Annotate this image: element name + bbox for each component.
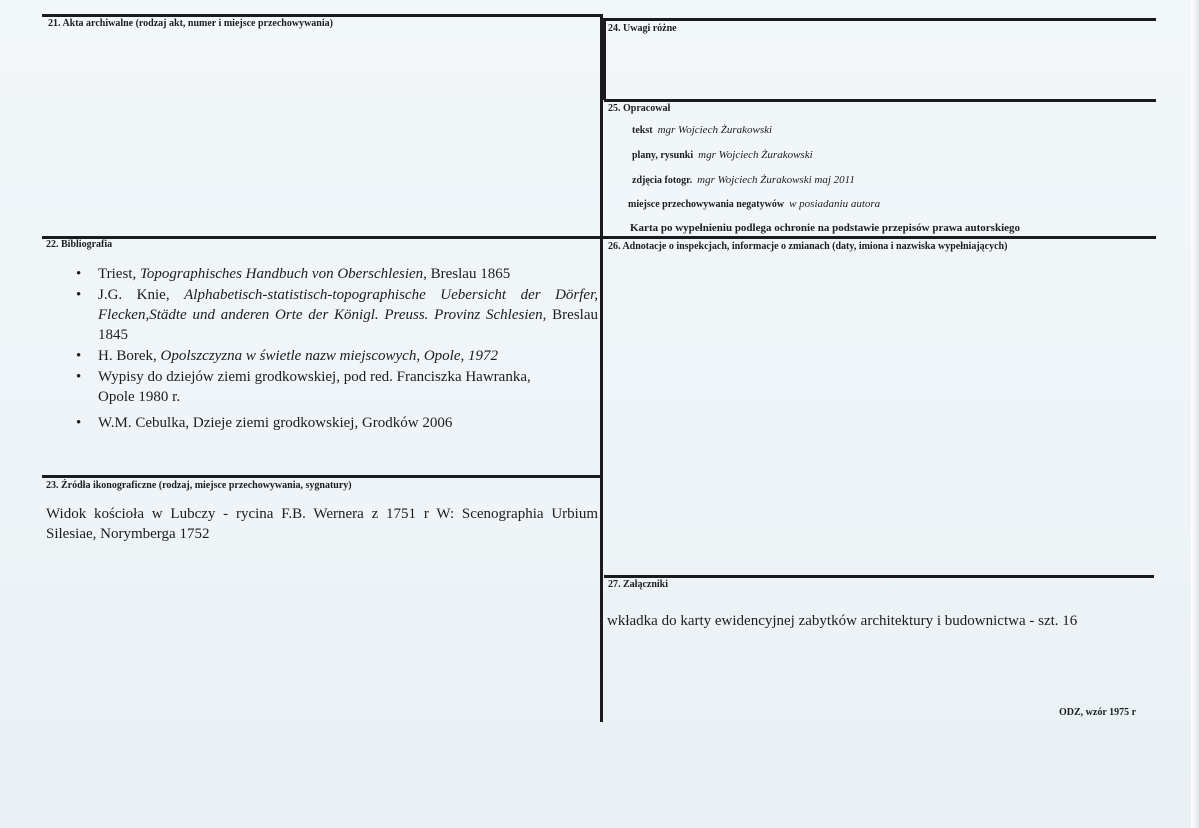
bibliography-list (76, 264, 598, 434)
section-22-label: 22. Bibliografia (46, 239, 113, 250)
rule-22-23 (42, 475, 602, 478)
attachments-text: wkładka do karty ewidencyjnej zabytków architektury i budownictwa - szt. 16 (607, 613, 1078, 629)
section-24-label: 24. Uwagi różne (608, 23, 677, 34)
bullet-icon: • (76, 266, 82, 282)
bullet-icon: • (76, 415, 82, 431)
section-25-label: 25. Opracował (608, 103, 671, 114)
list-item: • H. Borek, Opolszczyzna w świetle nazw miejscowych, Opole, 1972 (76, 348, 498, 364)
form-template-note: ODZ, wzór 1975 r (1059, 707, 1137, 718)
list-item: • W.M. Cebulka, Dzieje ziemi grodkowskiej, Grodków 2006 (76, 415, 453, 431)
copyright-notice: Karta po wypełnieniu podlega ochronie na podstawie przepisów prawa autorskiego (630, 222, 1021, 234)
section-26-label: 26. Adnotacje o inspekcjach, informacje o zmianach (daty, imiona i nazwiska wypełniających) (608, 241, 1008, 252)
top-rule-right (604, 18, 1156, 21)
section-27-label: 27. Załączniki (608, 579, 669, 590)
rule-26-27 (604, 575, 1154, 578)
bullet-icon: • (76, 287, 82, 303)
author-photos-row: zdjęcia fotogr. mgr Wojciech Żurakowski maj 2011 (632, 174, 855, 186)
list-item: • Triest, Topographisches Handbuch von Oberschlesien, Breslau 1865 (76, 266, 511, 282)
rule-24-25 (604, 99, 1156, 102)
top-rule-left (42, 14, 602, 17)
list-item: • Wypisy do dziejów ziemi grodkowskiej, pod red. Franciszka Hawranka, Opole 1980 r. (76, 369, 531, 405)
author-text-row: tekst mgr Wojciech Żurakowski (632, 124, 773, 136)
bullet-icon: • (76, 369, 82, 385)
author-drawings-row: plany, rysunki mgr Wojciech Żurakowski (632, 149, 813, 161)
iconographic-sources-text: Widok kościoła w Lubczy - rycina F.B. Wernera z 1751 r W: Scenographia Urbium Silesiae, Norymberga 1752 (46, 506, 598, 542)
bullet-icon: • (76, 348, 82, 364)
negatives-storage-row: miejsce przechowywania negatywów w posiadaniu autora (628, 198, 881, 210)
center-divider (600, 14, 603, 722)
rule-mid (42, 236, 1156, 239)
section-21-label: 21. Akta archiwalne (rodzaj akt, numer i miejsce przechowywania) (48, 18, 333, 29)
upper-right-divider (603, 18, 606, 100)
paper-edge (1191, 0, 1199, 828)
section-23-label: 23. Źródła ikonograficzne (rodzaj, miejsce przechowywania, sygnatury) (46, 480, 352, 491)
list-item: • J.G. Knie, Alphabetisch-statistisch-topographische Uebersicht der Dörfer, Flecken,Städte und anderen Orte der Königl. Preuss. Provinz Schlesien, Breslau 1845 (76, 287, 599, 343)
